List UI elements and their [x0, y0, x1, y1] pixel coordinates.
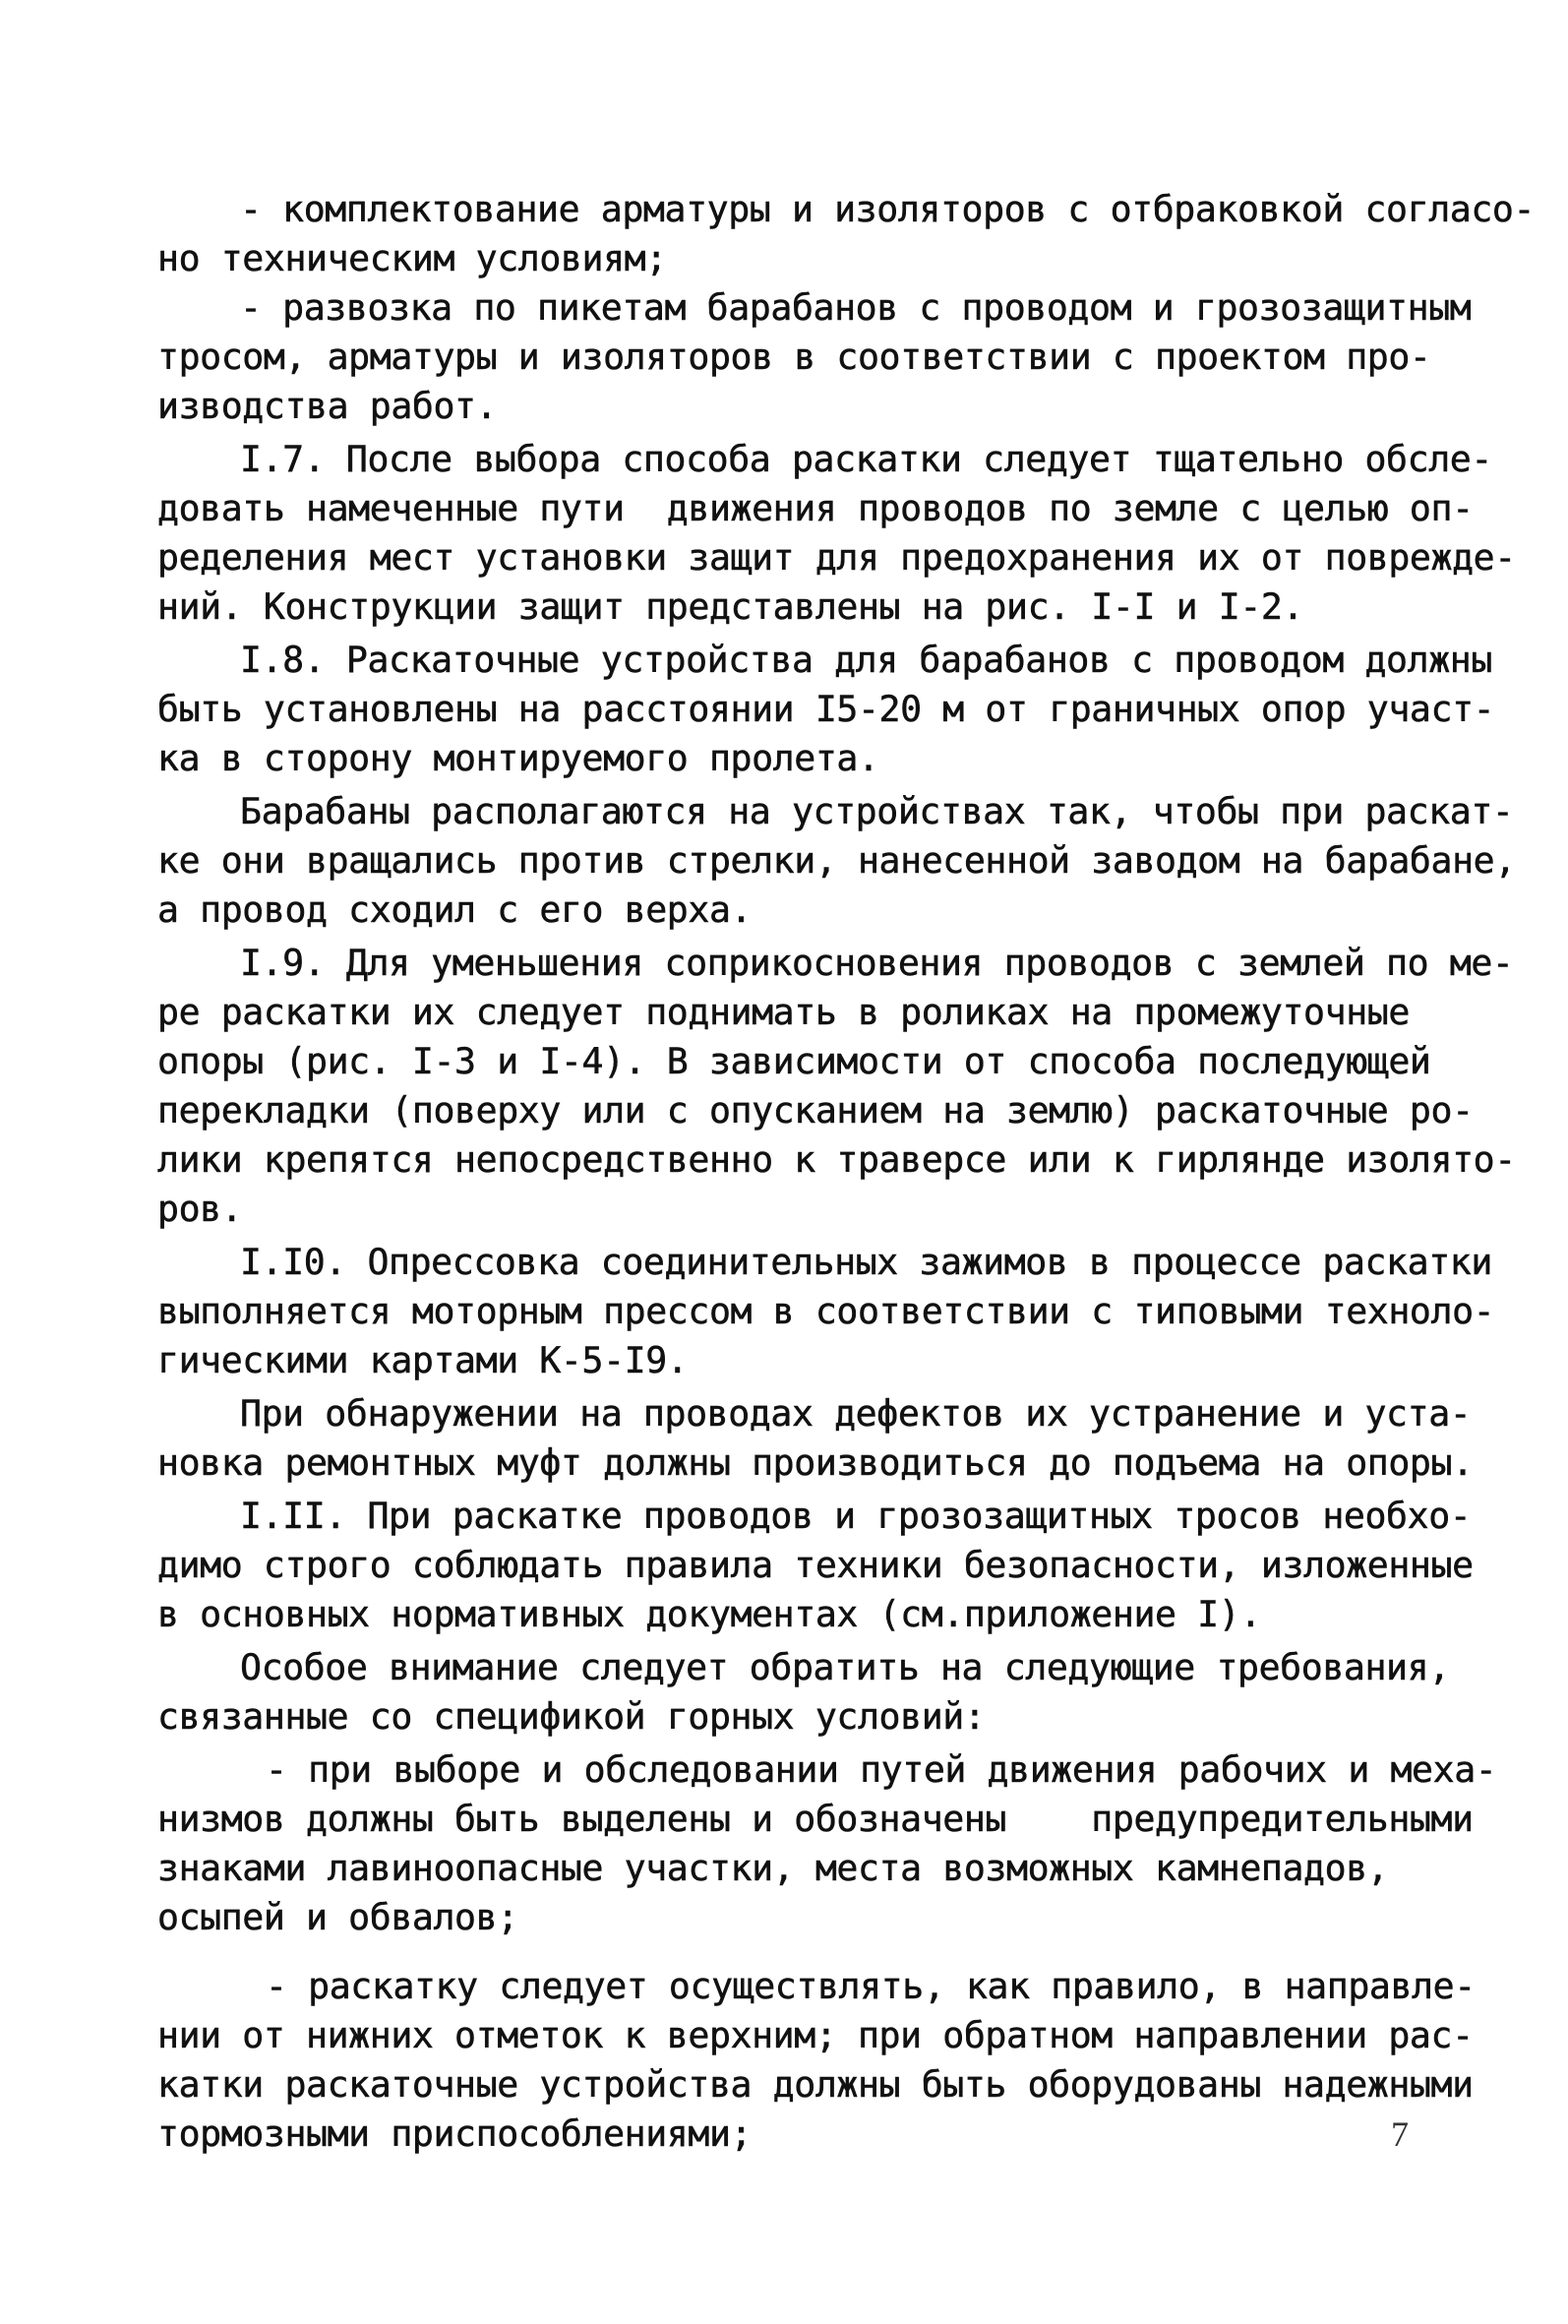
text-line: I.8. Раскаточные устройства для барабанов с проводом должны	[240, 639, 1492, 681]
text-line: осыпей и обвалов;	[157, 1896, 518, 1938]
text-line: - развозка по пикетам барабанов с проводом и грозозащитным	[240, 286, 1472, 329]
text-line: - раскатку следует осуществлять, как правило, в направле-	[266, 1965, 1476, 2007]
text-line: а провод сходил с его верха.	[157, 888, 753, 931]
text-line: Особое внимание следует обратить на следующие требования,	[240, 1646, 1450, 1688]
text-line: новка ремонтных муфт должны производиться до подъема на опоры.	[157, 1441, 1474, 1484]
text-line: тросом, арматуры и изоляторов в соответствии с проектом про-	[157, 336, 1431, 378]
text-line: - при выборе и обследовании путей движения рабочих и меха-	[266, 1748, 1497, 1791]
page-number: 7	[1391, 2114, 1409, 2154]
text-line: I.7. После выбора способа раскатки следует тщательно обсле-	[240, 438, 1492, 480]
text-line: катки раскаточные устройства должны быть оборудованы надежными	[157, 2063, 1474, 2106]
text-line: гическими картами К-5-I9.	[157, 1339, 689, 1381]
text-line: перекладки (поверху или с опусканием на землю) раскаточные ро-	[157, 1089, 1474, 1131]
text-line: быть установлены на расстоянии I5-20 м от граничных опор участ-	[157, 688, 1495, 730]
text-line: знаками лавиноопасные участки, места возможных камнепадов,	[157, 1847, 1389, 1889]
text-line: выполняется моторным прессом в соответствии с типовыми техноло-	[157, 1290, 1495, 1332]
text-line: - комплектование арматуры и изоляторов с отбраковкой согласо-	[240, 188, 1536, 230]
text-line: связанные со спецификой горных условий:	[157, 1695, 986, 1738]
text-line: ка в сторону монтируемого пролета.	[157, 737, 879, 779]
text-line: но техническим условиям;	[157, 237, 667, 279]
text-line: I.II. При раскатке проводов и грозозащитных тросов необхо-	[240, 1495, 1472, 1537]
text-line: ний. Конструкции защит представлены на рис. I-I и I-2.	[157, 585, 1304, 628]
text-line: тормозными приспособлениями;	[157, 2112, 753, 2155]
text-line: опоры (рис. I-3 и I-4). В зависимости от способа последующей	[157, 1040, 1431, 1082]
text-line: Барабаны располагаются на устройствах так, чтобы при раскат-	[240, 790, 1514, 832]
text-line: ре раскатки их следует поднимать в роликах на промежуточные	[157, 991, 1410, 1033]
text-line: лики крепятся непосредственно к траверсе или к гирлянде изолято-	[157, 1138, 1516, 1181]
text-line: довать намеченные пути движения проводов по земле с целью оп-	[157, 487, 1474, 529]
text-line: ке они вращались против стрелки, нанесенной заводом на барабане,	[157, 839, 1516, 882]
text-line: низмов должны быть выделены и обозначены предупредительными	[157, 1798, 1474, 1840]
text-line: I.9. Для уменьшения соприкосновения проводов с землей по ме-	[240, 942, 1514, 984]
text-line: нии от нижних отметок к верхним; при обратном направлении рас-	[157, 2014, 1474, 2056]
text-line: изводства работ.	[157, 385, 498, 427]
text-line: ределения мест установки защит для предохранения их от поврежде-	[157, 536, 1516, 579]
text-line: I.I0. Опрессовка соединительных зажимов в процессе раскатки	[240, 1241, 1492, 1283]
text-line: ров.	[157, 1188, 243, 1230]
text-line: в основных нормативных документах (см.приложение I).	[157, 1593, 1261, 1635]
text-line: При обнаружении на проводах дефектов их устранение и уста-	[240, 1392, 1472, 1435]
text-line: димо строго соблюдать правила техники безопасности, изложенные	[157, 1544, 1474, 1586]
